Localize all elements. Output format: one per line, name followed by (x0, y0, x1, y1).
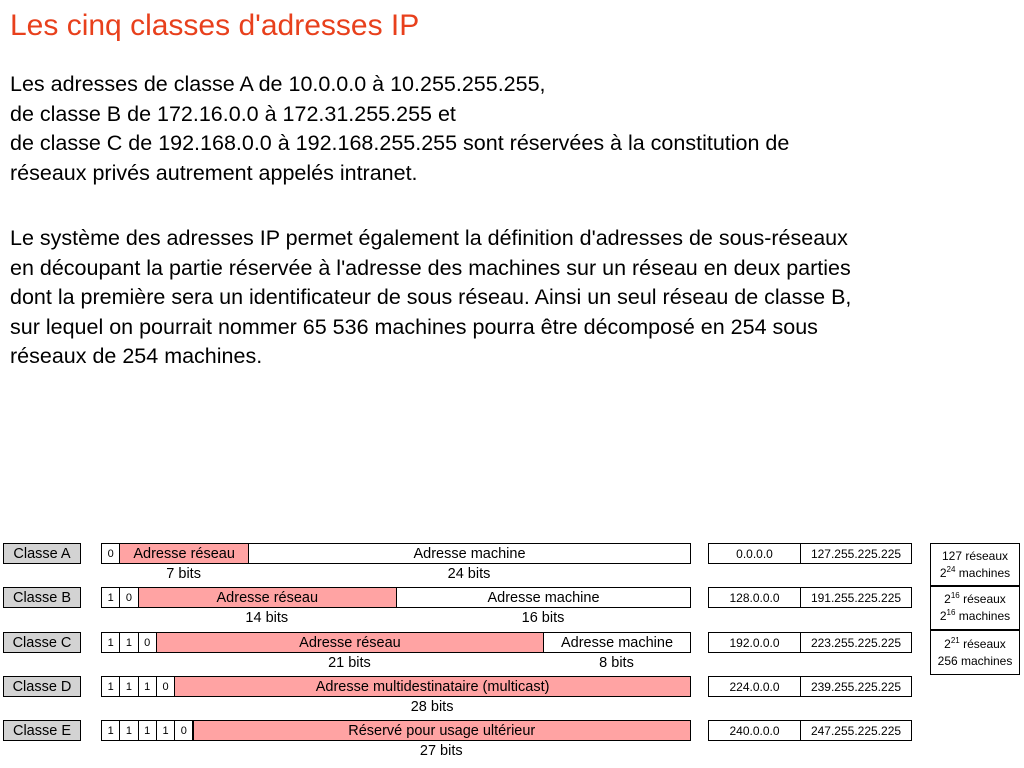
machines-line: $2^{24}$ machines (939, 564, 1011, 580)
network-field: Adresse réseau (156, 632, 544, 653)
prefix-bit: 1 (101, 632, 120, 653)
network-field: Réservé pour usage ultérieur (193, 720, 692, 741)
network-field: Adresse réseau (119, 543, 249, 564)
subnet-paragraph: Le système des adresses IP permet également la définition d'adresses de sous-réseaux en découpant la partie réservée à l'adresse des machines sur un réseau en deux parties dont la première sera un identificateur de sous réseau. Ainsi un seul réseau de classe B, sur lequel on pourrait nommer 65 536 machines pourra être décomposé en 254 sous réseaux de 254 machines. (10, 226, 852, 368)
bits-count-label: 8 bits (599, 655, 634, 671)
prefix-bit: 1 (119, 720, 138, 741)
range-start: 224.0.0.0 (708, 676, 801, 697)
range-end: 239.255.225.225 (800, 676, 912, 697)
host-field: Adresse machine (248, 543, 691, 564)
prefix-bit: 1 (119, 632, 138, 653)
range-start: 192.0.0.0 (708, 632, 801, 653)
networks-line: $2^{21}$ réseaux (944, 635, 1006, 651)
bits-count-label: 16 bits (521, 610, 565, 626)
range-end: 247.255.225.225 (800, 720, 912, 741)
range-end: 223.255.225.225 (800, 632, 912, 653)
class-label: Classe A (3, 543, 81, 564)
class-label: Classe E (3, 720, 81, 741)
intro-paragraph: Les adresses de classe A de 10.0.0.0 à 10.255.255.255, de classe B de 172.16.0.0 à 172.31.255.255 et de classe C de 192.168.0.0 à 192.168.255.255 sont réservées à la constitution de réseaux privés autrement appelés intranet. (10, 72, 790, 185)
prefix-bit: 1 (101, 676, 120, 697)
network-field: Adresse réseau (138, 587, 397, 608)
range-start: 128.0.0.0 (708, 587, 801, 608)
range-end: 191.255.225.225 (800, 587, 912, 608)
prefix-bit: 0 (138, 632, 157, 653)
prefix-bit: 1 (101, 587, 120, 608)
class-label: Classe D (3, 676, 81, 697)
bits-count-label: 24 bits (447, 566, 491, 582)
prefix-bit: 1 (119, 676, 138, 697)
bits-count-label: 27 bits (419, 743, 463, 759)
range-start: 240.0.0.0 (708, 720, 801, 741)
page-title: Les cinq classes d'adresses IP (10, 9, 420, 42)
network-field: Adresse multidestinataire (multicast) (174, 676, 691, 697)
bits-count-label: 28 bits (410, 699, 454, 715)
bits-count-label: 14 bits (245, 610, 289, 626)
networks-line: 127 réseaux (941, 548, 1009, 563)
range-start: 0.0.0.0 (708, 543, 801, 564)
prefix-bit: 0 (174, 720, 193, 741)
host-field: Adresse machine (543, 632, 691, 653)
networks-line: $2^{16}$ réseaux (944, 591, 1006, 606)
bits-count-label: 21 bits (328, 655, 371, 671)
class-label: Classe C (3, 632, 81, 653)
prefix-bit: 1 (101, 720, 120, 741)
machines-line: $2^{16}$ machines (939, 608, 1011, 623)
host-field: Adresse machine (396, 587, 691, 608)
networks-box-class-b (930, 586, 1020, 630)
prefix-bit: 0 (156, 676, 175, 697)
networks-box-class-c (930, 630, 1020, 675)
prefix-bit: 1 (138, 676, 157, 697)
prefix-bit: 0 (101, 543, 120, 564)
prefix-bit: 1 (156, 720, 175, 741)
prefix-bit: 1 (138, 720, 157, 741)
networks-box-class-a (930, 543, 1020, 586)
range-end: 127.255.225.225 (800, 543, 912, 564)
class-label: Classe B (3, 587, 81, 608)
machines-line: 256 machines (937, 653, 1013, 668)
prefix-bit: 0 (119, 587, 138, 608)
bits-count-label: 7 bits (166, 566, 201, 582)
